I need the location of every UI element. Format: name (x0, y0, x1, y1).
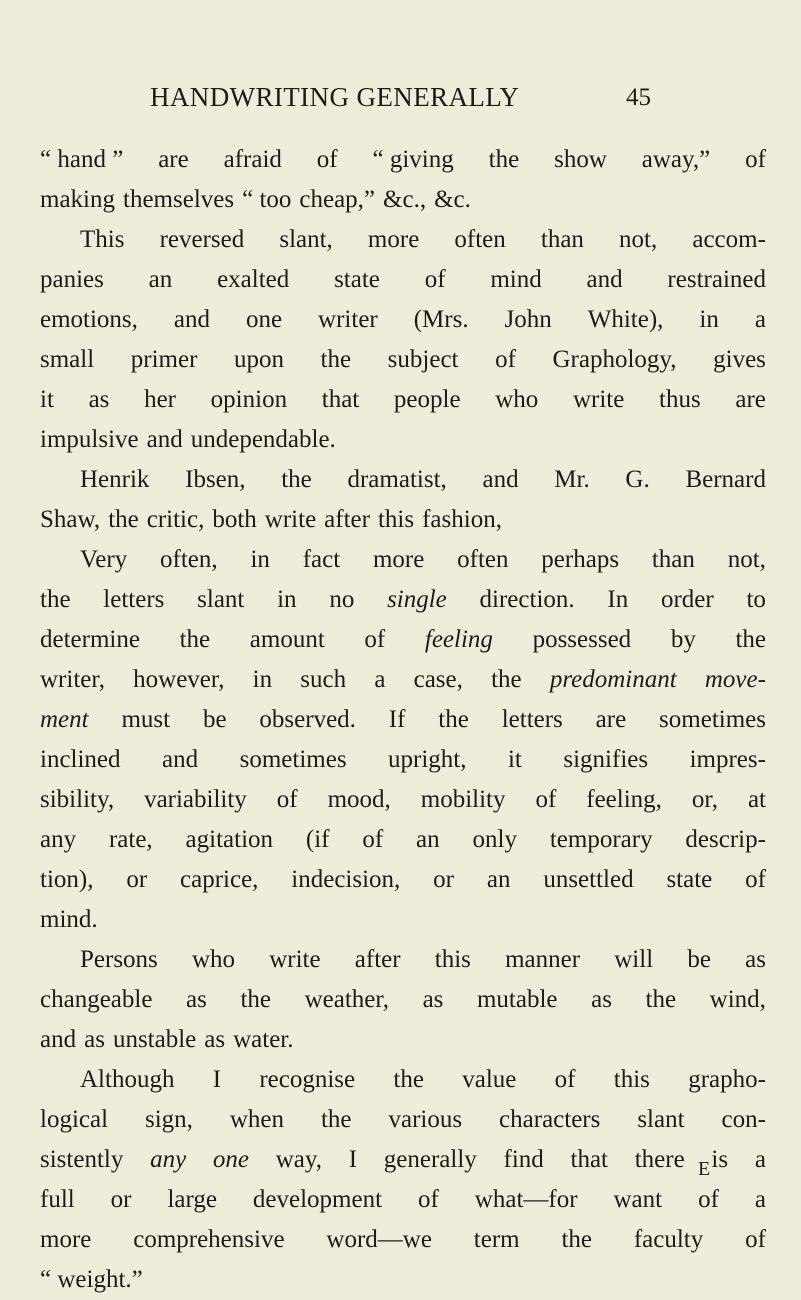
text-line (40, 660, 766, 700)
word: and (162, 746, 199, 773)
italic-word: ment (40, 706, 89, 733)
word: away,” (641, 146, 711, 173)
word: upright, (388, 746, 467, 773)
word: after (324, 506, 370, 533)
word: as (591, 986, 612, 1013)
body-text (40, 140, 766, 1300)
word: unsettled (543, 866, 634, 893)
text-line (40, 180, 766, 220)
word: making (40, 186, 115, 213)
word: Graphology, (552, 346, 677, 373)
word: case, (413, 666, 463, 693)
word: Henrik (80, 466, 150, 493)
word: amount (249, 626, 325, 653)
word: primer (130, 346, 198, 373)
word: recognise (259, 1066, 356, 1093)
word: wind, (709, 986, 766, 1013)
word: mobility (420, 786, 506, 813)
text-line (40, 780, 766, 820)
text-line (40, 460, 766, 500)
running-title: HANDWRITING GENERALLY (150, 82, 520, 112)
word: of (745, 866, 766, 893)
word: Very (80, 546, 128, 573)
word: reversed (159, 226, 245, 253)
word: sometimes (239, 746, 347, 773)
word: (if (305, 826, 330, 853)
text-line (40, 260, 766, 300)
word: manner (505, 946, 581, 973)
word: way, (275, 1146, 322, 1173)
word: than (540, 226, 584, 253)
text-line (40, 140, 766, 180)
word: faculty (633, 1226, 704, 1253)
word: of (554, 1066, 576, 1093)
word: state (666, 866, 713, 893)
word: term (473, 1226, 520, 1253)
word: as (84, 1026, 105, 1053)
word: of (495, 346, 516, 373)
word: only (472, 826, 517, 853)
word: are (735, 386, 766, 413)
word: various (388, 1106, 463, 1133)
word: of (535, 786, 557, 813)
word: letters (103, 586, 165, 613)
word: to (746, 586, 766, 613)
word: large (167, 1186, 217, 1213)
word: the (488, 146, 520, 173)
word: con- (721, 1106, 766, 1133)
word: a (754, 306, 766, 333)
word: of (364, 626, 386, 653)
word: or (433, 866, 454, 893)
word: sign, (144, 1106, 193, 1133)
word: sometimes (659, 706, 766, 733)
word: “ too (242, 186, 292, 213)
word: slant, (279, 226, 333, 253)
word: are (595, 706, 627, 733)
word: or, (691, 786, 718, 813)
word: after (354, 946, 401, 973)
word: show (554, 146, 607, 173)
text-line (40, 900, 766, 940)
word: cheap,” (299, 186, 376, 213)
word: weather, (304, 986, 389, 1013)
text-line (40, 540, 766, 580)
word: more (40, 1226, 92, 1253)
word: letters (501, 706, 563, 733)
word: writer, (40, 666, 105, 693)
word: the (645, 986, 677, 1013)
word: the (320, 1106, 352, 1133)
word: the (40, 586, 71, 613)
word: of (316, 146, 338, 173)
text-line (40, 1020, 766, 1060)
word: people (393, 386, 461, 413)
word: as (422, 986, 444, 1013)
word: is (711, 1146, 729, 1173)
text-line (40, 1220, 766, 1260)
word: and (146, 426, 183, 453)
text-line (40, 740, 766, 780)
word: that (321, 386, 360, 413)
word: or (110, 1186, 132, 1213)
word: want (613, 1186, 663, 1213)
word: this (613, 1066, 650, 1093)
text-line (40, 220, 766, 260)
word: both (212, 506, 257, 533)
word: panies (40, 266, 104, 293)
word: possessed (532, 626, 632, 653)
text-line (40, 620, 766, 660)
text-line (40, 1140, 766, 1180)
word: Ibsen, (185, 466, 246, 493)
text-line (40, 820, 766, 860)
word: upon (233, 346, 284, 373)
word: the (179, 626, 211, 653)
word: John (504, 306, 552, 333)
word: changeable (40, 986, 153, 1013)
word: exalted (217, 266, 290, 293)
word: than (651, 546, 695, 573)
word: of (745, 146, 766, 173)
word: temporary (549, 826, 653, 853)
word: in (277, 586, 297, 613)
word: mutable (476, 986, 558, 1013)
word: more (367, 226, 420, 253)
word: Mr. (554, 466, 590, 493)
italic-word: predominant (549, 666, 677, 693)
word: unstable (112, 1026, 197, 1053)
word: descrip- (685, 826, 766, 853)
word: it (507, 746, 522, 773)
word: mind (490, 266, 542, 293)
word: I (348, 1146, 358, 1173)
text-line (40, 420, 766, 460)
word: who (191, 946, 236, 973)
word: the (108, 506, 139, 533)
word: (Mrs. (413, 306, 469, 333)
italic-word: one (212, 1146, 249, 1173)
text-line (40, 1060, 766, 1100)
word: observed. (259, 706, 356, 733)
word: mind. (40, 906, 98, 933)
word: the (393, 1066, 424, 1093)
word: grapho- (688, 1066, 766, 1093)
word: as (204, 1026, 226, 1053)
word: such (300, 666, 347, 693)
word: write (269, 946, 321, 973)
word: critic, (146, 506, 205, 533)
text-line (40, 300, 766, 340)
word: must (121, 706, 171, 733)
word: any (40, 826, 77, 853)
word: fact (302, 546, 341, 573)
word: often, (160, 546, 218, 573)
word: will (614, 946, 654, 973)
word: White), (587, 306, 664, 333)
word: dramatist, (347, 466, 447, 493)
word: the (735, 626, 766, 653)
word: however, (133, 666, 225, 693)
word: gives (713, 346, 766, 373)
italic-word: feeling (424, 626, 493, 653)
word: themselves (123, 186, 235, 213)
word: of (362, 826, 384, 853)
word: water. (233, 1026, 294, 1053)
word: I (212, 1066, 222, 1093)
word: no (329, 586, 355, 613)
text-line (40, 700, 766, 740)
word: in (252, 666, 273, 693)
word: If (388, 706, 406, 733)
word: rate, (108, 826, 153, 853)
word: sistently (40, 1146, 124, 1173)
word: often (454, 226, 506, 253)
text-line (40, 860, 766, 900)
word: and (173, 306, 210, 333)
word: Shaw, (40, 506, 101, 533)
word: this (434, 946, 471, 973)
word: undependable. (190, 426, 336, 453)
word: what—for (474, 1186, 578, 1213)
word: “ hand ” (40, 146, 124, 173)
word: agitation (185, 826, 274, 853)
word: the (281, 466, 312, 493)
word: in (699, 306, 719, 333)
word: &c. (434, 186, 471, 213)
word: of (698, 1186, 719, 1213)
word: are (158, 146, 189, 173)
word: there (634, 1146, 685, 1173)
word: caprice, (180, 866, 259, 893)
word: as (88, 386, 110, 413)
word: Persons (80, 946, 158, 973)
word: the (240, 986, 271, 1013)
word: in (250, 546, 270, 573)
text-line (40, 380, 766, 420)
word: mood, (327, 786, 391, 813)
text-line (40, 580, 766, 620)
word: write (264, 506, 317, 533)
word: indecision, (291, 866, 401, 893)
word: that (570, 1146, 608, 1173)
word: write (572, 386, 625, 413)
word: of (276, 786, 298, 813)
word: a (754, 1146, 766, 1173)
word: slant (637, 1106, 685, 1133)
word: who (495, 386, 539, 413)
word: writer (318, 306, 378, 333)
word: her (144, 386, 176, 413)
word: emotions, (40, 306, 138, 333)
word: an (416, 826, 440, 853)
word: Bernard (685, 466, 766, 493)
word: impres- (689, 746, 766, 773)
word: the (438, 706, 469, 733)
word: an (148, 266, 173, 293)
word: “ giving (372, 146, 454, 173)
word: the (491, 666, 522, 693)
word: impulsive (40, 426, 139, 453)
word: this (377, 506, 415, 533)
text-line (40, 980, 766, 1020)
word: more (372, 546, 425, 573)
word: word—we (326, 1226, 432, 1253)
word: and (586, 266, 623, 293)
word: generally (383, 1146, 477, 1173)
word: a (754, 1186, 766, 1213)
word: tion), (40, 866, 94, 893)
word: fashion, (422, 506, 502, 533)
text-line (40, 340, 766, 380)
word: and (40, 1026, 77, 1053)
italic-word: move- (704, 666, 766, 693)
word: a (374, 666, 386, 693)
text-line (40, 1180, 766, 1220)
word: it (40, 386, 54, 413)
text-line (40, 1100, 766, 1140)
word: find (503, 1146, 544, 1173)
word: signifies (563, 746, 649, 773)
word: the (561, 1226, 592, 1253)
word: “ weight.” (40, 1266, 143, 1293)
word: of (418, 1186, 439, 1213)
word: as (745, 946, 766, 973)
word: logical (40, 1106, 109, 1133)
word: when (229, 1106, 285, 1133)
word: perhaps (541, 546, 620, 573)
word: inclined (40, 746, 121, 773)
word: characters (499, 1106, 601, 1133)
word: an (486, 866, 511, 893)
word: This (80, 226, 125, 253)
word: development (252, 1186, 383, 1213)
page-number: 45 (626, 84, 651, 111)
text-line (40, 1260, 766, 1300)
word: direction. (479, 586, 575, 613)
word: afraid (223, 146, 282, 173)
word: Although (80, 1066, 175, 1093)
word: and (482, 466, 519, 493)
word: of (745, 1226, 766, 1253)
word: &c., (383, 186, 427, 213)
word: not, (727, 546, 766, 573)
word: be (687, 946, 711, 973)
italic-word: single (387, 586, 447, 613)
word: accom- (692, 226, 766, 253)
word: In (607, 586, 629, 613)
word: value (462, 1066, 517, 1093)
word: opinion (210, 386, 288, 413)
word: comprehensive (133, 1226, 285, 1253)
word: small (40, 346, 95, 373)
word: subject (387, 346, 459, 373)
word: of (424, 266, 446, 293)
running-head (0, 82, 801, 122)
word: be (202, 706, 227, 733)
italic-word: any (150, 1146, 187, 1173)
word: as (186, 986, 207, 1013)
word: feeling, (586, 786, 662, 813)
word: thus (659, 386, 701, 413)
signature-mark: E (698, 1158, 711, 1180)
word: full (40, 1186, 75, 1213)
word: slant (197, 586, 245, 613)
text-line (40, 940, 766, 980)
word: restrained (667, 266, 766, 293)
text-line (40, 500, 766, 540)
word: state (334, 266, 380, 293)
word: variability (144, 786, 247, 813)
word: the (320, 346, 352, 373)
word: order (660, 586, 714, 613)
word: not, (619, 226, 658, 253)
word: one (245, 306, 283, 333)
word: or (126, 866, 148, 893)
word: at (747, 786, 766, 813)
word: often (457, 546, 509, 573)
word: determine (40, 626, 140, 653)
word: sibility, (40, 786, 115, 813)
word: G. (625, 466, 650, 493)
word: by (670, 626, 696, 653)
